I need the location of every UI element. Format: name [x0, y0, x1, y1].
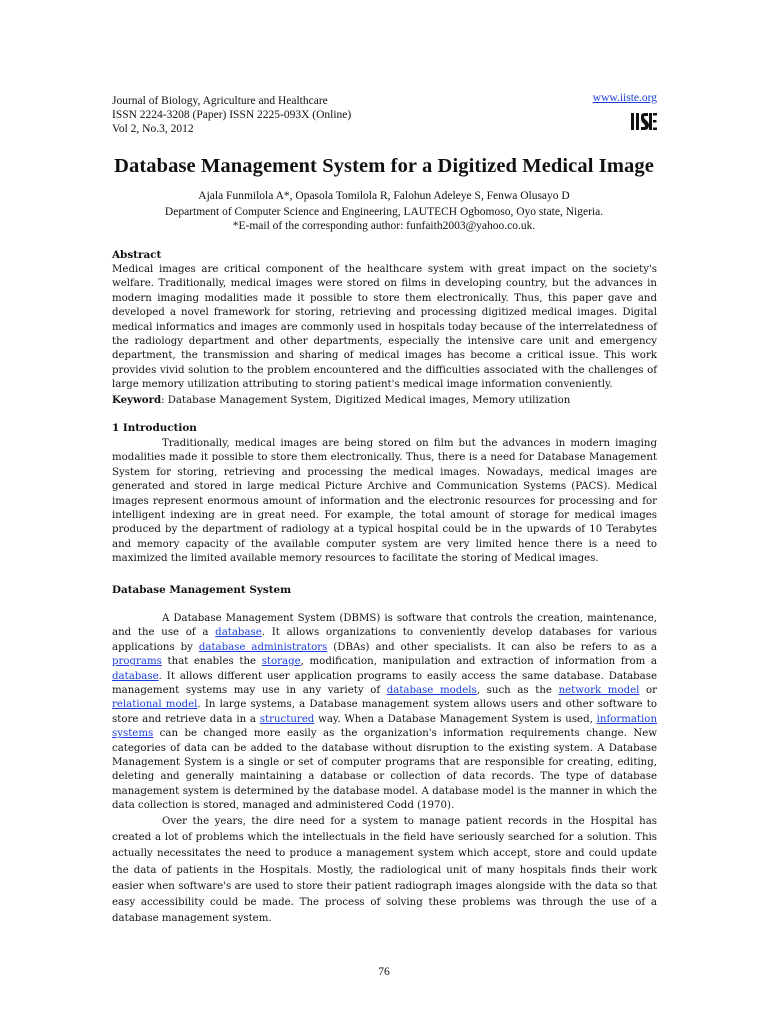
introduction-section	[112, 437, 657, 567]
dbms-heading: Database Management System	[112, 584, 292, 596]
text-run: or	[639, 685, 658, 697]
link-network-model[interactable]: network model	[558, 685, 640, 697]
keywords-label: Keyword	[112, 393, 162, 406]
text-run: way. When a Database Management System is used,	[314, 713, 597, 725]
journal-website-block	[560, 92, 657, 104]
text-run: , such as the	[476, 685, 559, 697]
link-storage[interactable]: storage	[261, 656, 301, 668]
text-run: that enables the	[161, 656, 262, 668]
link-database[interactable]: database	[215, 627, 262, 639]
link-database-models[interactable]: database models	[386, 685, 477, 697]
link-database-2[interactable]: database	[112, 670, 159, 682]
journal-name: Journal of Biology, Agriculture and Healthcare	[112, 95, 328, 107]
journal-website-link[interactable]: www.iiste.org	[592, 92, 657, 104]
text-run: . In large systems, a Database management system allows users and other software to store and retrieve data in a	[112, 699, 658, 725]
dbms-section	[112, 612, 657, 928]
journal-issn: ISSN 2224-3208 (Paper) ISSN 2225-093X (Online)	[112, 109, 352, 121]
introduction-text: Traditionally, medical images are being stored on film but the advances in modern imaging modalities made it possible to store them electronically. Thus, there is a need for Database Management System for storing, retrieving and processing the medical images. Nowadays, medical images are generated and stored in large medical Picture Archive and Communication Systems (PACS). Medical images represent enormous amount of information and the electronic resources for processing and for intelligent indexing are in great need. For example, the total amount of storage for medical images produced by the department of radiology at a typical hospital could be in the upwards of 10 Terabytes and memory capacity of the available computer system are very limited hence there is a need to maximized the limited available memory resources to facilitate the storing of Medical images.	[112, 438, 657, 565]
text-run: (DBAs) and other specialists. It can also be refers to as a	[327, 641, 657, 653]
introduction-heading: 1 Introduction	[112, 422, 197, 434]
link-database-administrators[interactable]: database administrators	[198, 641, 328, 653]
dbms-paragraph-1	[112, 612, 657, 814]
journal-volume: Vol 2, No.3, 2012	[112, 123, 194, 135]
journal-header	[112, 94, 351, 136]
link-programs[interactable]: programs	[112, 656, 162, 668]
author-list: Ajala Funmilola A*, Opasola Tomilola R, Falohun Adeleye S, Fenwa Olusayo D	[198, 190, 570, 202]
text-run: , modification, manipulation and extraction of information from a	[300, 656, 657, 668]
link-information-systems[interactable]: information systems	[112, 713, 657, 740]
page-number: 76	[378, 966, 390, 978]
text-run: A Database Management System (DBMS) is software that controls the creation, maintenance, and the use of a	[112, 613, 657, 639]
text-run: . It allows organizations to conveniently develop databases for various applications by	[112, 627, 657, 653]
abstract-text: Medical images are critical component of the healthcare system with great impact on the society's welfare. Traditionally, medical images were stored on films in developing country, but the advances in modern imaging modalities made it possible to store them electronically. Thus, this paper gave and developed a novel framework for storing, retrieving and processing digitized medical images. Digital medical informatics and images are commonly used in hospitals today because of the interrelatedness of the radiology department and other departments, especially the intensive care unit and emergency department, the transmission and sharing of medical images has become a critical issue. This work provides vivid solution to the problem encountered and the difficulties associated with the challenges of large memory utilization attributing to storing patient's medical image information conveniently.	[112, 264, 657, 391]
text-run: . It allows different user application programs to easily access the same database. Database management systems may use in any variety of	[112, 670, 657, 697]
corresponding-email: *E-mail of the corresponding author: funfaith2003@yahoo.co.uk.	[232, 220, 536, 232]
iiste-logo-icon	[630, 110, 658, 132]
dbms-paragraph-2: Over the years, the dire need for a system to manage patient records in the Hospital has created a lot of problems which the intellectuals in the field have seriously searched for a solution. This actually necessitates the need to produce a management system which accept, store and could update the data of patients in the Hospitals. Mostly, the radiological unit of many hospitals finds their work easier when software's are used to store their patient radiograph images alongside with the data so that easy accessibility could be made. The process of solving these problems was through the use of a database management system.	[112, 815, 657, 925]
link-relational-model[interactable]: relational model	[112, 699, 198, 711]
paper-title: Database Management System for a Digitized Medical Image	[114, 155, 654, 177]
abstract-heading: Abstract	[112, 249, 162, 261]
keywords-line	[112, 393, 657, 408]
author-affiliation: Department of Computer Science and Engineering, LAUTECH Ogbomoso, Oyo state, Nigeria.	[164, 206, 604, 218]
text-run: can be changed more easily as the organization's information requirements change. New categories of data can be added to the database without disruption to the existing system. A Database Management System is a single or set of computer programs that are responsible for creating, editing, deleting and generally maintaining a database or collection of data records. The type of database management system is determined by the database model. A database model is the manner in which the data collection is stored, managed and administered Codd (1970).	[112, 728, 657, 812]
abstract-section	[112, 263, 657, 408]
link-structured[interactable]: structured	[259, 713, 315, 725]
keywords-text: : Database Management System, Digitized Medical images, Memory utilization	[161, 394, 571, 406]
